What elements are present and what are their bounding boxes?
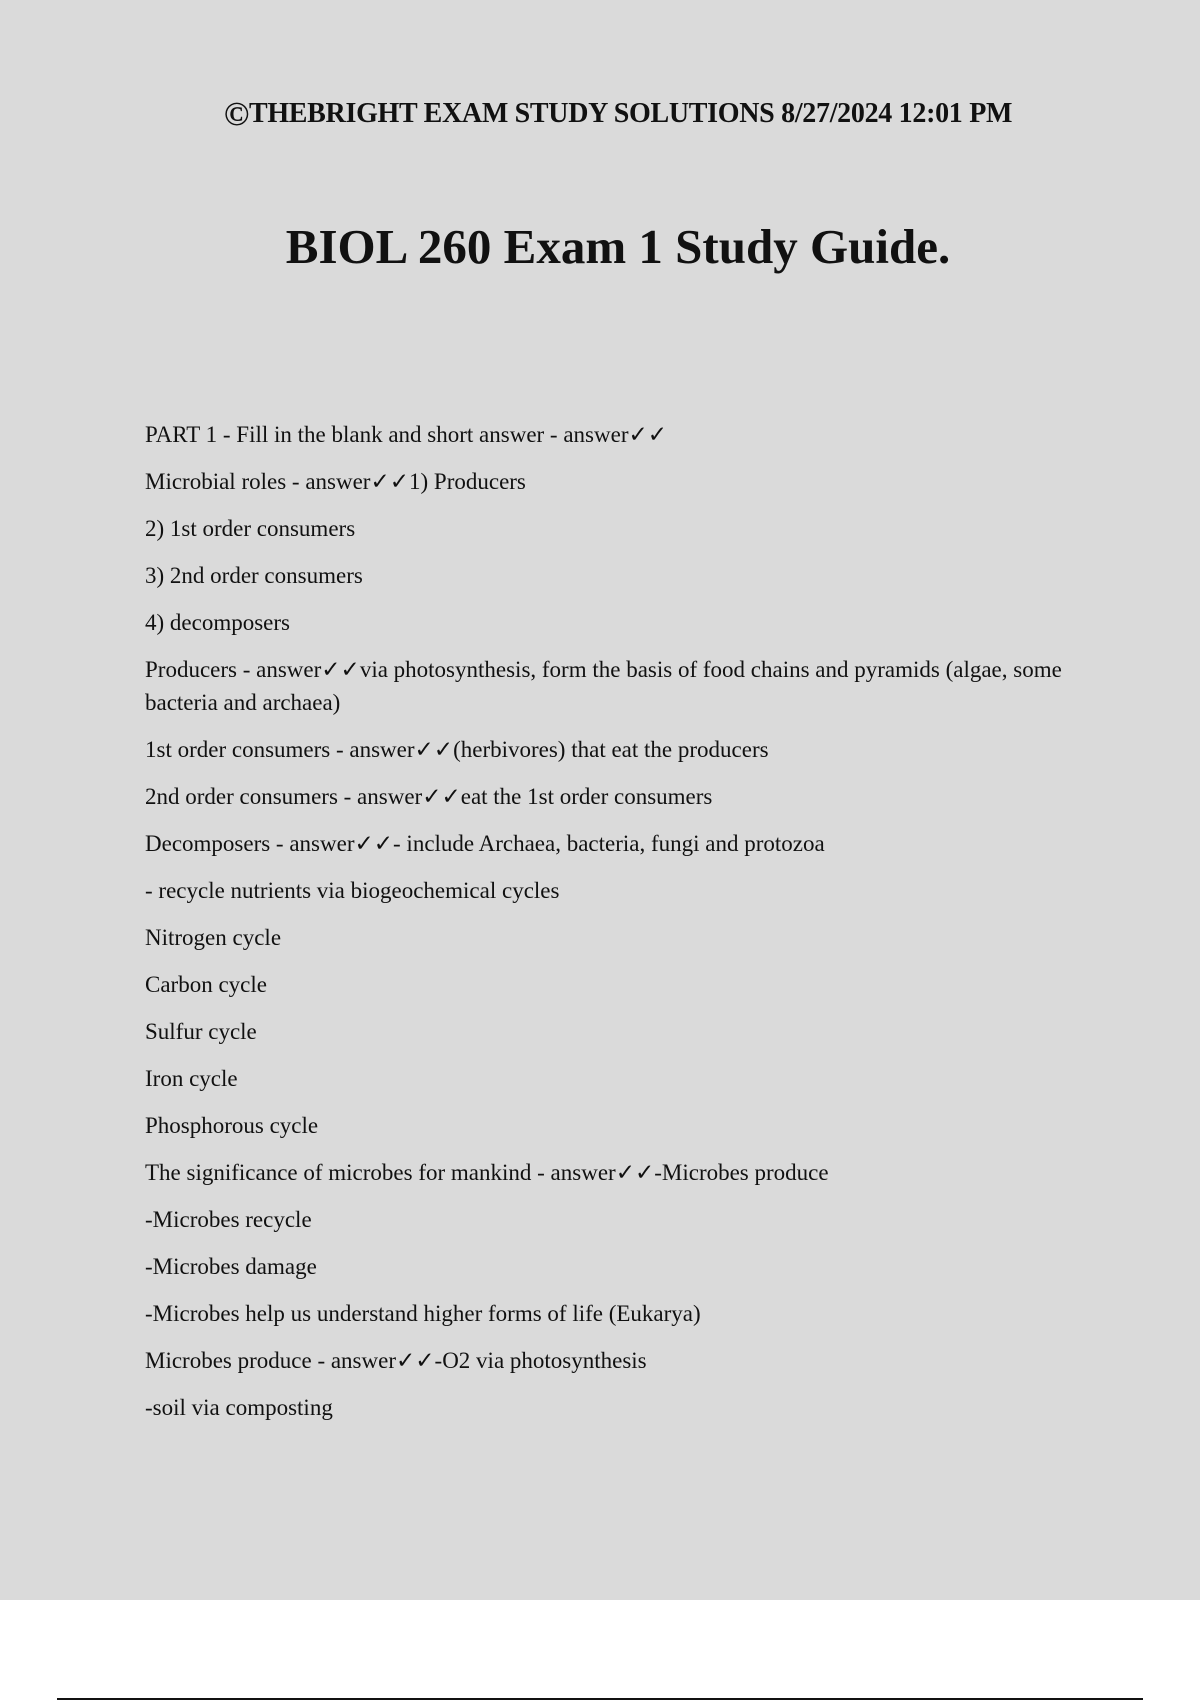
- text-line: 2nd order consumers - answer✓✓eat the 1st order consumers: [145, 784, 713, 809]
- text-line: Nitrogen cycle: [145, 925, 282, 950]
- header-text: THEBRIGHT EXAM STUDY SOLUTIONS 8/27/2024 12:01 PM: [248, 98, 1013, 129]
- text-line: Microbes produce - answer✓✓-O2 via photosynthesis: [145, 1348, 647, 1373]
- text-line: Phosphorous cycle: [145, 1113, 319, 1138]
- text-line: Microbial roles - answer✓✓1) Producers: [145, 469, 526, 494]
- text-line: The significance of microbes for mankind - answer✓✓-Microbes produce: [145, 1160, 829, 1185]
- copyright-icon: ©: [223, 96, 249, 133]
- text-line: -Microbes help us understand higher forms of life (Eukarya): [145, 1301, 701, 1326]
- text-line: -soil via composting: [145, 1395, 333, 1420]
- text-line: Producers - answer✓✓via photosynthesis, form the basis of food chains and pyramids (algae, some bacteria and archaea): [145, 657, 1062, 715]
- document-title: BIOL 260 Exam 1 Study Guide.: [285, 219, 951, 274]
- page-header: [0, 96, 1200, 134]
- text-line: 1st order consumers - answer✓✓(herbivores) that eat the producers: [145, 737, 769, 762]
- text-line: 3) 2nd order consumers: [145, 563, 363, 588]
- text-line: Iron cycle: [145, 1066, 238, 1091]
- text-line: 4) decomposers: [145, 610, 290, 635]
- text-line: PART 1 - Fill in the blank and short answer - answer✓✓: [145, 422, 668, 447]
- text-line: -Microbes damage: [145, 1254, 317, 1279]
- text-line: Carbon cycle: [145, 972, 267, 997]
- text-line: 2) 1st order consumers: [145, 516, 356, 541]
- text-line: Decomposers - answer✓✓- include Archaea, bacteria, fungi and protozoa: [145, 831, 825, 856]
- text-line: -Microbes recycle: [145, 1207, 312, 1232]
- text-line: - recycle nutrients via biogeochemical cycles: [145, 878, 560, 903]
- text-line: Sulfur cycle: [145, 1019, 257, 1044]
- document-body: [145, 418, 1075, 1438]
